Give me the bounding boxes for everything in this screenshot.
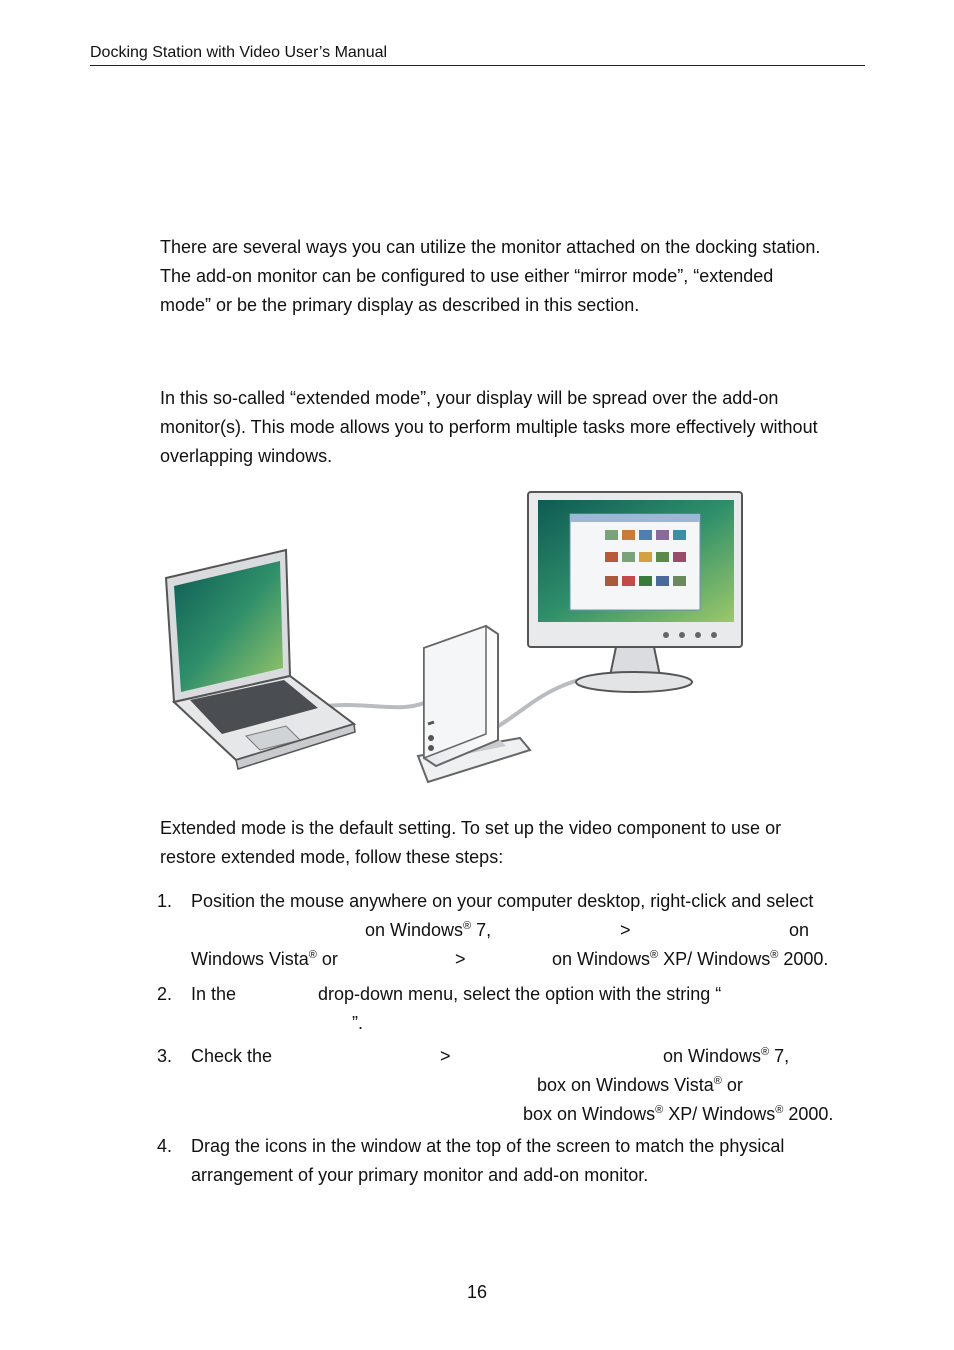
step-text: Drag the icons in the window at the top of the screen to match the physical [191,1136,785,1156]
step-text: Check the [191,1046,273,1066]
intro-line: There are several ways you can utilize the monitor attached on the docking station. [160,237,821,257]
step-text: drop-down menu, select the option with the string “ [318,984,722,1004]
laptop-dock-monitor-illustration [150,488,762,800]
step-text: on [789,920,810,940]
step-text: ”. [352,1013,363,1033]
step-text: on Windows® 7, [663,1046,790,1066]
step-text: In the [191,984,237,1004]
step-number: 1. [157,891,173,911]
step-number: 2. [157,984,173,1004]
setup-paragraph [160,814,870,872]
setup-line: Extended mode is the default setting. To set up the video component to use or [160,818,782,838]
step-text: on Windows® XP/ Windows® 2000. [552,949,829,969]
step-text: box on Windows Vista® or [537,1075,743,1095]
step-text: > [455,949,466,969]
page-number: 16 [466,1282,488,1302]
extended-line: monitor(s). This mode allows you to perform multiple tasks more effectively without [160,417,818,437]
step-number: 4. [157,1136,173,1156]
step-text: arrangement of your primary monitor and add-on monitor. [191,1165,649,1185]
step-text: on Windows® 7, [365,920,492,940]
intro-line: mode” or be the primary display as described in this section. [160,295,640,315]
step-number: 3. [157,1046,173,1066]
step-text: > [440,1046,451,1066]
setup-line: restore extended mode, follow these steps: [160,847,504,867]
monitor-icon [528,492,742,692]
step-text: > [620,920,631,940]
running-header: Docking Station with Video User’s Manual [90,44,865,66]
extended-line: overlapping windows. [160,446,333,466]
laptop-icon [166,550,355,769]
extended-line: In this so-called “extended mode”, your display will be spread over the add-on [160,388,779,408]
intro-paragraph [160,233,870,320]
step-text: Windows Vista® or [191,949,338,969]
step-text: box on Windows® XP/ Windows® 2000. [523,1104,834,1124]
step-text: Position the mouse anywhere on your computer desktop, right-click and select [191,891,814,911]
extended-mode-paragraph [160,384,870,471]
intro-line: The add-on monitor can be configured to use either “mirror mode”, “extended [160,266,774,286]
docking-station-icon [418,626,530,782]
